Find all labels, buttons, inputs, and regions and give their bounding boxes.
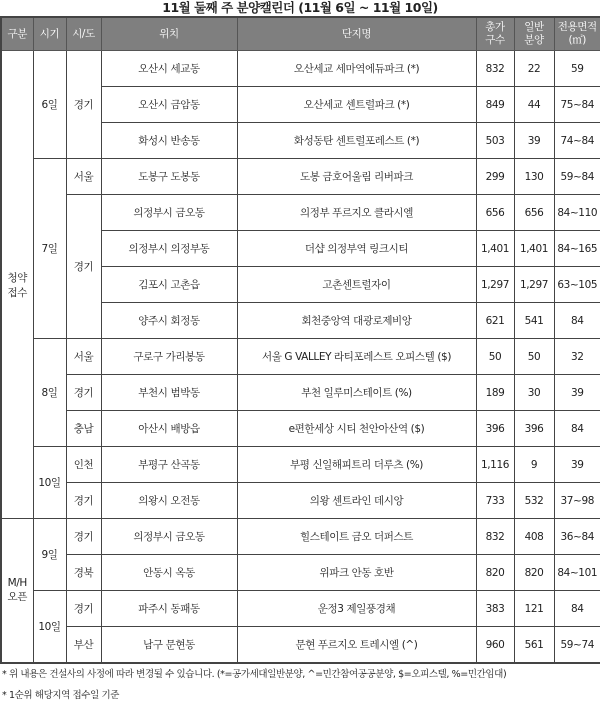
region-cell: 경기 — [66, 195, 101, 339]
area-cell: 84 — [554, 411, 600, 447]
general-sale-cell: 408 — [514, 519, 554, 555]
complex-name-cell: 운정3 제일풍경채 — [237, 591, 476, 627]
total-units-cell: 396 — [476, 411, 514, 447]
total-units-cell: 832 — [476, 51, 514, 87]
area-cell: 32 — [554, 339, 600, 375]
region-cell: 경기 — [66, 483, 101, 519]
general-sale-cell: 9 — [514, 447, 554, 483]
general-sale-cell: 396 — [514, 411, 554, 447]
general-sale-cell: 561 — [514, 627, 554, 664]
general-sale-cell: 130 — [514, 159, 554, 195]
total-units-cell: 820 — [476, 555, 514, 591]
location-cell: 양주시 회정동 — [101, 303, 237, 339]
region-cell: 경기 — [66, 519, 101, 555]
total-units-cell: 50 — [476, 339, 514, 375]
location-cell: 의정부시 금오동 — [101, 519, 237, 555]
date-cell: 9일 — [33, 519, 66, 591]
calendar-table — [0, 16, 600, 664]
area-cell: 84~101 — [554, 555, 600, 591]
notes — [0, 664, 600, 706]
header-category: 구분 — [1, 17, 33, 51]
date-cell: 7일 — [33, 159, 66, 339]
complex-name-cell: 부평 신일해피트리 더루츠 (%) — [237, 447, 476, 483]
area-cell: 39 — [554, 447, 600, 483]
page-title: 11월 둘째 주 분양캘린더 (11월 6일 ~ 11월 10일) — [162, 0, 438, 15]
total-units-cell: 960 — [476, 627, 514, 664]
total-units-cell: 1,297 — [476, 267, 514, 303]
total-units-cell: 299 — [476, 159, 514, 195]
header-complex-name: 단지명 — [237, 17, 476, 51]
date-cell: 10일 — [33, 591, 66, 664]
area-cell: 59~84 — [554, 159, 600, 195]
complex-name-cell: 오산세교 센트럴파크 (*) — [237, 87, 476, 123]
region-cell: 서울 — [66, 159, 101, 195]
complex-name-cell: 더샵 의정부역 링크시티 — [237, 231, 476, 267]
general-sale-cell: 1,401 — [514, 231, 554, 267]
header-row — [1, 17, 600, 51]
complex-name-cell: 의정부 푸르지오 클라시엘 — [237, 195, 476, 231]
area-cell: 63~105 — [554, 267, 600, 303]
region-cell: 서울 — [66, 339, 101, 375]
location-cell: 도봉구 도봉동 — [101, 159, 237, 195]
area-cell: 74~84 — [554, 123, 600, 159]
total-units-cell: 503 — [476, 123, 514, 159]
region-cell: 인천 — [66, 447, 101, 483]
region-cell: 부산 — [66, 627, 101, 664]
region-cell: 충남 — [66, 411, 101, 447]
area-cell: 37~98 — [554, 483, 600, 519]
total-units-cell: 1,401 — [476, 231, 514, 267]
location-cell: 아산시 배방읍 — [101, 411, 237, 447]
date-cell: 8일 — [33, 339, 66, 447]
area-cell: 39 — [554, 375, 600, 411]
region-cell: 경기 — [66, 375, 101, 411]
header-date: 시기 — [33, 17, 66, 51]
location-cell: 의왕시 오전동 — [101, 483, 237, 519]
area-cell: 84~165 — [554, 231, 600, 267]
table-row — [1, 447, 600, 483]
table-row — [1, 195, 600, 231]
complex-name-cell: 문현 푸르지오 트레시엘 (^) — [237, 627, 476, 664]
complex-name-cell: 고촌센트럴자이 — [237, 267, 476, 303]
table-row — [1, 627, 600, 664]
table-row — [1, 339, 600, 375]
location-cell: 부평구 산곡동 — [101, 447, 237, 483]
area-cell: 84~110 — [554, 195, 600, 231]
complex-name-cell: 힐스테이트 금오 더퍼스트 — [237, 519, 476, 555]
complex-name-cell: 화성동탄 센트럴포레스트 (*) — [237, 123, 476, 159]
date-cell: 10일 — [33, 447, 66, 519]
table-row — [1, 411, 600, 447]
location-cell: 파주시 동패동 — [101, 591, 237, 627]
general-sale-cell: 30 — [514, 375, 554, 411]
note-change: * 위 내용은 건설사의 사정에 따라 변경될 수 있습니다. (*=공가세대일반분양, ^=민간참여공공분양, $=오피스텔, %=민간임대) — [2, 669, 507, 680]
total-units-cell: 383 — [476, 591, 514, 627]
table-row — [1, 483, 600, 519]
table-row — [1, 51, 600, 87]
total-units-cell: 621 — [476, 303, 514, 339]
header-area: 전용면적 (㎡) — [554, 17, 600, 51]
location-cell: 의정부시 의정부동 — [101, 231, 237, 267]
area-cell: 84 — [554, 591, 600, 627]
complex-name-cell: 의왕 센트라인 데시앙 — [237, 483, 476, 519]
area-cell: 36~84 — [554, 519, 600, 555]
location-cell: 오산시 금암동 — [101, 87, 237, 123]
category-cell: M/H 오픈 — [1, 519, 33, 664]
header-location: 위치 — [101, 17, 237, 51]
area-cell: 59 — [554, 51, 600, 87]
region-cell: 경기 — [66, 591, 101, 627]
general-sale-cell: 22 — [514, 51, 554, 87]
location-cell: 김포시 고촌읍 — [101, 267, 237, 303]
complex-name-cell: e편한세상 시티 천안아산역 ($) — [237, 411, 476, 447]
complex-name-cell: 도봉 금호어울림 리버파크 — [237, 159, 476, 195]
complex-name-cell: 위파크 안동 호반 — [237, 555, 476, 591]
area-cell: 59~74 — [554, 627, 600, 664]
location-cell: 의정부시 금오동 — [101, 195, 237, 231]
general-sale-cell: 50 — [514, 339, 554, 375]
general-sale-cell: 44 — [514, 87, 554, 123]
note-basis: * 1순위 해당지역 접수일 기준 — [2, 690, 120, 701]
location-cell: 오산시 세교동 — [101, 51, 237, 87]
location-cell: 안동시 옥동 — [101, 555, 237, 591]
region-cell: 경북 — [66, 555, 101, 591]
table-row — [1, 555, 600, 591]
general-sale-cell: 39 — [514, 123, 554, 159]
general-sale-cell: 532 — [514, 483, 554, 519]
general-sale-cell: 121 — [514, 591, 554, 627]
table-row — [1, 159, 600, 195]
general-sale-cell: 656 — [514, 195, 554, 231]
table-row — [1, 591, 600, 627]
date-cell: 6일 — [33, 51, 66, 159]
table-row — [1, 519, 600, 555]
table-row — [1, 375, 600, 411]
header-region: 시/도 — [66, 17, 101, 51]
total-units-cell: 1,116 — [476, 447, 514, 483]
complex-name-cell: 서울 G VALLEY 라티포레스트 오피스텔 ($) — [237, 339, 476, 375]
total-units-cell: 189 — [476, 375, 514, 411]
complex-name-cell: 오산세교 세마역에듀파크 (*) — [237, 51, 476, 87]
area-cell: 84 — [554, 303, 600, 339]
category-cell: 청약 접수 — [1, 51, 33, 519]
general-sale-cell: 541 — [514, 303, 554, 339]
region-cell: 경기 — [66, 51, 101, 159]
general-sale-cell: 1,297 — [514, 267, 554, 303]
total-units-cell: 849 — [476, 87, 514, 123]
location-cell: 남구 문현동 — [101, 627, 237, 664]
complex-name-cell: 회천중앙역 대광로제비앙 — [237, 303, 476, 339]
location-cell: 구로구 가리봉동 — [101, 339, 237, 375]
total-units-cell: 733 — [476, 483, 514, 519]
area-cell: 75~84 — [554, 87, 600, 123]
header-general-sale: 일반 분양 — [514, 17, 554, 51]
total-units-cell: 656 — [476, 195, 514, 231]
complex-name-cell: 부천 일루미스테이트 (%) — [237, 375, 476, 411]
total-units-cell: 832 — [476, 519, 514, 555]
general-sale-cell: 820 — [514, 555, 554, 591]
header-total-units: 총가 구수 — [476, 17, 514, 51]
location-cell: 화성시 반송동 — [101, 123, 237, 159]
location-cell: 부천시 범박동 — [101, 375, 237, 411]
